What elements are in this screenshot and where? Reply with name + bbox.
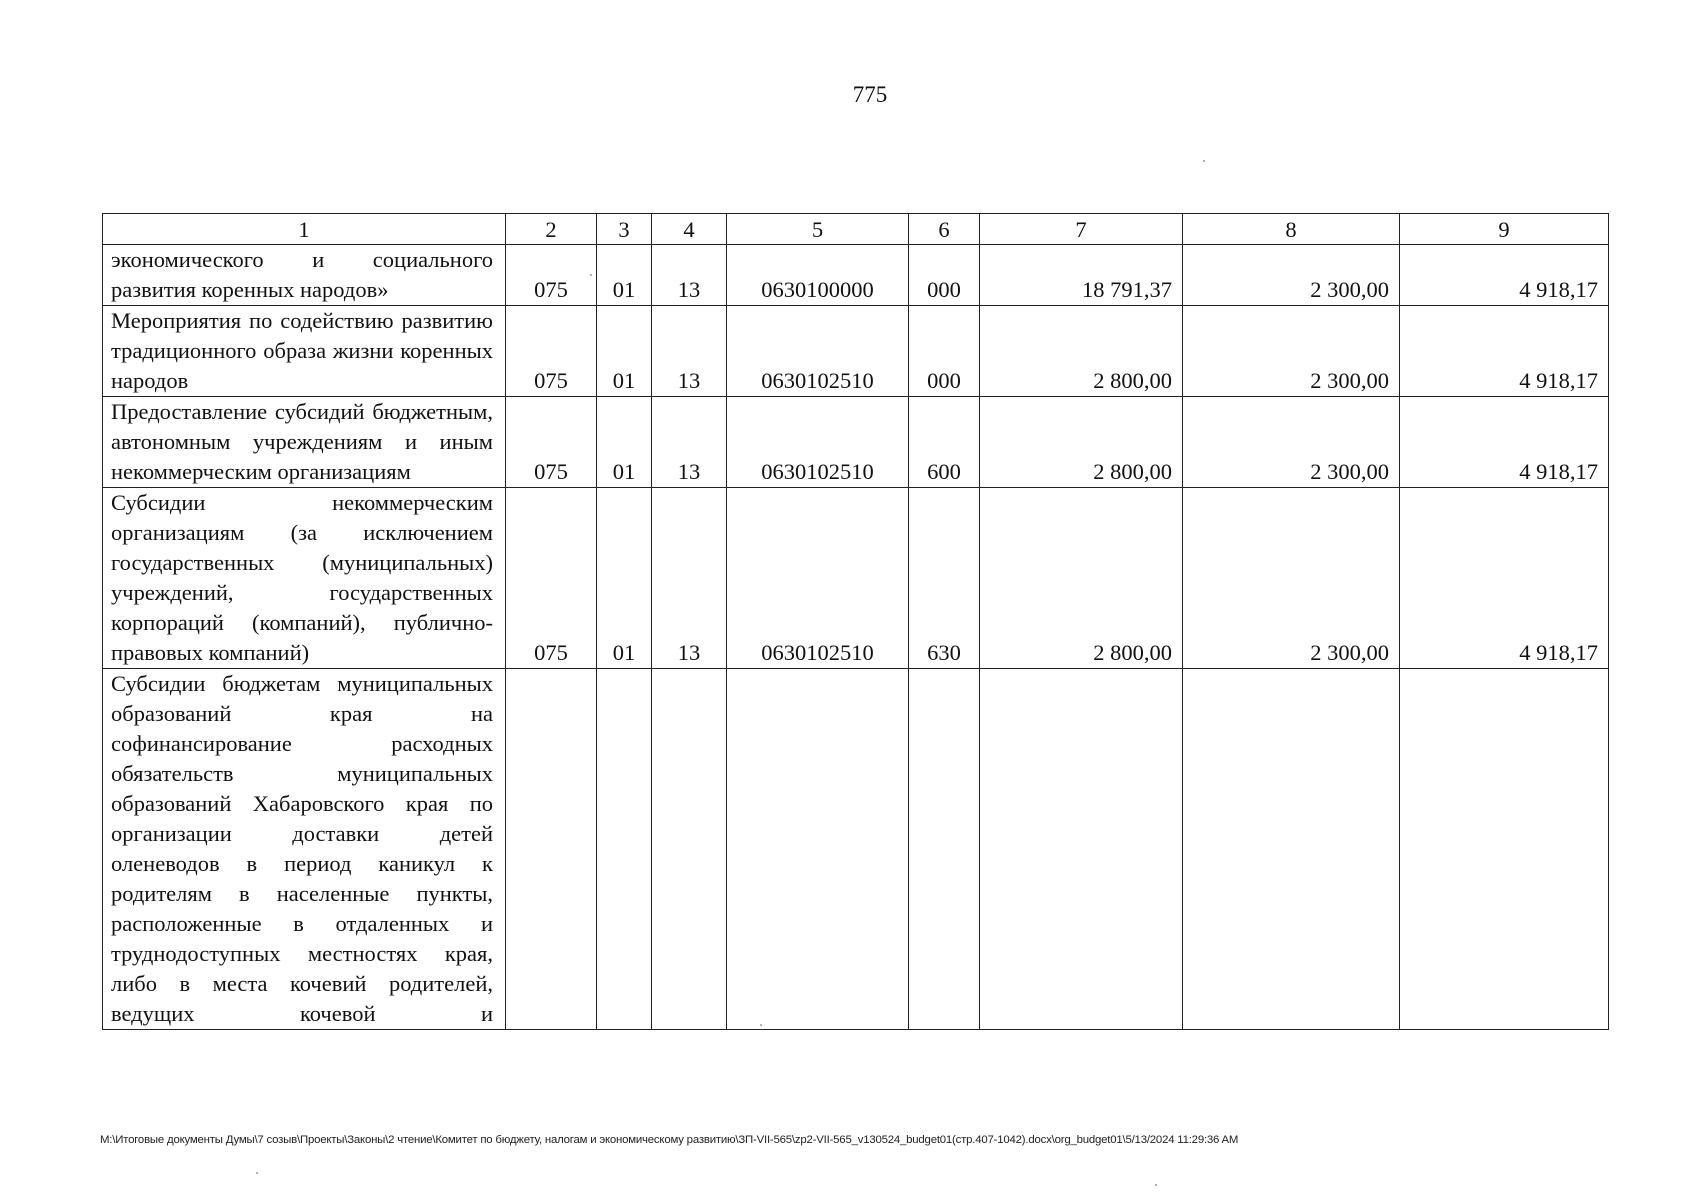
cell-value: 0630102510 bbox=[727, 306, 909, 397]
row-description: Субсидии бюджетам муниципальных образований края на софинансирование расходных обязательств муниципальных образований Хабаровского края по организации доставки детей оленеводов в период каникул к родителям в населенные пункты, расположенные в отдаленных и труднодоступных местностях края, либо в места кочевий родителей, ведущих кочевой и bbox=[103, 669, 506, 1030]
column-header: 9 bbox=[1400, 214, 1609, 245]
scan-speck bbox=[1203, 160, 1205, 162]
column-header: 8 bbox=[1183, 214, 1400, 245]
row-description: экономического и социального развития коренных народов» bbox=[103, 245, 506, 306]
cell-value: 630 bbox=[909, 488, 980, 669]
cell-amount: 2 800,00 bbox=[980, 488, 1183, 669]
cell-value: 075 bbox=[506, 488, 597, 669]
cell-amount: 2 300,00 bbox=[1183, 306, 1400, 397]
cell-value: 01 bbox=[597, 306, 652, 397]
column-header: 4 bbox=[652, 214, 727, 245]
cell-value: 01 bbox=[597, 488, 652, 669]
cell-amount: 18 791,37 bbox=[980, 245, 1183, 306]
table-row bbox=[103, 397, 1609, 488]
cell-value: 0630102510 bbox=[727, 488, 909, 669]
cell-value: 13 bbox=[652, 488, 727, 669]
cell-amount: 4 918,17 bbox=[1400, 488, 1609, 669]
cell-amount: 4 918,17 bbox=[1400, 306, 1609, 397]
table-row bbox=[103, 245, 1609, 306]
cell-amount: 2 300,00 bbox=[1183, 488, 1400, 669]
cell-value: 01 bbox=[597, 245, 652, 306]
scan-speck bbox=[1155, 1184, 1157, 1186]
scan-speck bbox=[590, 274, 592, 276]
table-row bbox=[103, 306, 1609, 397]
scan-speck bbox=[760, 1024, 762, 1026]
cell-value bbox=[909, 669, 980, 1030]
cell-value bbox=[597, 669, 652, 1030]
cell-amount: 2 300,00 bbox=[1183, 245, 1400, 306]
column-header: 3 bbox=[597, 214, 652, 245]
cell-value: 13 bbox=[652, 397, 727, 488]
column-header: 5 bbox=[727, 214, 909, 245]
cell-value: 01 bbox=[597, 397, 652, 488]
table-header-row bbox=[103, 214, 1609, 245]
cell-value: 13 bbox=[652, 245, 727, 306]
cell-value: 000 bbox=[909, 245, 980, 306]
cell-amount: 4 918,17 bbox=[1400, 397, 1609, 488]
cell-amount bbox=[980, 669, 1183, 1030]
scan-speck bbox=[256, 1172, 258, 1174]
cell-value: 0630100000 bbox=[727, 245, 909, 306]
page-number: 775 bbox=[852, 82, 888, 107]
cell-amount bbox=[1183, 669, 1400, 1030]
column-header: 2 bbox=[506, 214, 597, 245]
cell-value: 000 bbox=[909, 306, 980, 397]
row-description: Субсидии некоммерческим организациям (за исключением государственных (муниципальных) учреждений, государственных корпораций (компаний), публично-правовых компаний) bbox=[103, 488, 506, 669]
row-description: Предоставление субсидий бюджетным, автономным учреждениям и иным некоммерческим организациям bbox=[103, 397, 506, 488]
cell-value: 13 bbox=[652, 306, 727, 397]
cell-value: 0630102510 bbox=[727, 397, 909, 488]
cell-value bbox=[506, 669, 597, 1030]
cell-value bbox=[652, 669, 727, 1030]
cell-amount bbox=[1400, 669, 1609, 1030]
column-header: 1 bbox=[103, 214, 506, 245]
cell-amount: 4 918,17 bbox=[1400, 245, 1609, 306]
column-header: 7 bbox=[980, 214, 1183, 245]
cell-amount: 2 300,00 bbox=[1183, 397, 1400, 488]
table-row bbox=[103, 488, 1609, 669]
cell-value bbox=[727, 669, 909, 1030]
cell-value: 600 bbox=[909, 397, 980, 488]
cell-amount: 2 800,00 bbox=[980, 397, 1183, 488]
cell-amount: 2 800,00 bbox=[980, 306, 1183, 397]
cell-value: 075 bbox=[506, 306, 597, 397]
cell-value: 075 bbox=[506, 245, 597, 306]
cell-value: 075 bbox=[506, 397, 597, 488]
row-description: Мероприятия по содействию развитию традиционного образа жизни коренных народов bbox=[103, 306, 506, 397]
column-header: 6 bbox=[909, 214, 980, 245]
budget-table bbox=[102, 213, 1609, 1030]
file-path-footer: M:\Итоговые документы Думы\7 созыв\Проекты\Законы\2 чтение\Комитет по бюджету, налогам и экономическому развитию\ЗП-VII-565\zp2-VII-565_v130524_budget01(стр.407-1042).docx\org_budget01\5/13/2024 11:29:36 AM bbox=[100, 1134, 1239, 1146]
table-row bbox=[103, 669, 1609, 1030]
